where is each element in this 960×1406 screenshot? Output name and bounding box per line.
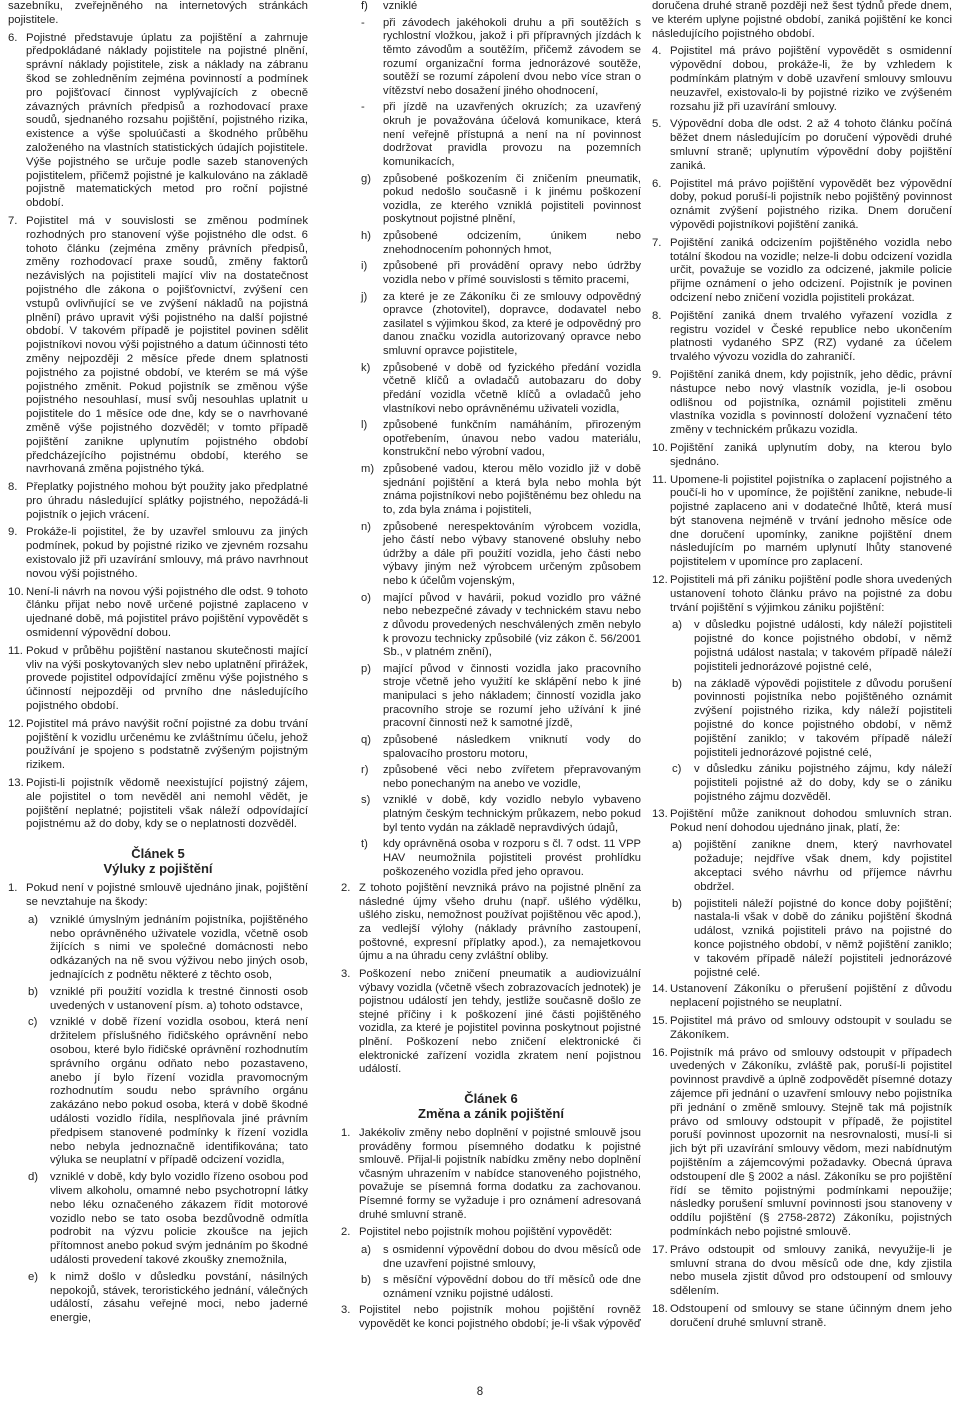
item-marker: n) (361, 520, 371, 533)
item-marker: 13. (652, 807, 668, 820)
item-text: pojištění zanikne dnem, který navrhovatel požaduje; nejdříve však dnem, kdy pojistitel akceptaci svého návrhu od příjemce návrhu obdržel. (694, 839, 952, 893)
item-marker: 3. (341, 967, 351, 980)
item-marker: 12. (8, 717, 24, 730)
item-text: vzniklé (383, 0, 418, 12)
numbered-clause (8, 718, 308, 773)
item-text: Pojistitel má v souvislosti se změnou podmínek rozhodných pro stanovení výše pojistného dle odst. 6 tohoto článku (zejména změny právních předpisů, změny rozhodovací praxe soudů, změny faktorů nezávislých na pojistiteli mající vliv na dostatečnost pojistného dle zákona o pojišťovnictví, zvýšení cen vstupů ovlivňující se ve zvýšení nákladů na pojistná plnění) právo upravit výši pojistného na další pojistné období. V takovém případě je pojistitel povinen sdělit pojistníkovi novou výši pojistného a datum účinnosti této změny nejpozději 2 měsíce přede dnem splatnosti pojistného za pojistné období, ve kterém se má výše pojistného změnit. Pokud pojistník se změnou výše pojistného nesouhlasí, musí svůj nesouhlas uplatnit u pojistitele do 1 měsíce ode dne, kdy se o navrhované změně výše pojistného dozvěděl; v tomto případě pojištění zanikne uplynutím pojistného období předcházejícího pojistnému období, kterého se navrhovaná změna pojistného týká. (26, 214, 308, 476)
item-text: Právo odstoupit od smlouvy zaniká, nevyužije-li je smluvní strana do dvou měsíců ode dne, kdy zjistila nebo musela zjistit důvod pro odstoupení od smlouvy sdělením. (670, 1243, 952, 1298)
item-marker: 6. (652, 177, 662, 190)
item-text: Pojistitel má právo pojištění vypovědět s osmidenní výpovědní dobou, prokáže-li, že by vzhledem k podmínkám platným v době uzavření smlouvy smlouvu neuzavřel, existovalo-li by pojistné riziko ve zvýšeném rozsahu již při uzavírání smlouvy. (670, 45, 952, 113)
lettered-item (8, 914, 308, 983)
numbered-clause (8, 882, 308, 910)
item-marker: 4. (652, 45, 662, 58)
item-text: Výpovědní doba dle odst. 2 až 4 tohoto článku počíná běžet dnem následujícím po doručení výpovědi druhé smluvní straně; uplynutím výpovědní doby pojištění zaniká. (670, 118, 952, 172)
item-marker: 7. (8, 214, 18, 227)
item-text: Pojistitel nebo pojistník mohou pojištění rovněž vypovědět ke konci pojistného období; je-li však výpověď (359, 1304, 641, 1330)
item-marker: 3. (341, 1304, 351, 1317)
item-marker: 9. (652, 368, 662, 381)
lettered-item (341, 663, 641, 731)
item-text: způsobené v době od fyzického předání vozidla včetně klíčů a ovladačů autobazaru do doby předání vozidla včetně klíčů a ovladačů jeho vlastníkovi nebo oprávněnému uživateli vozidla, (383, 361, 641, 415)
item-text: vzniklé při použití vozidla k trestné činnosti osob uvedených v ustanovení písm. a) tohoto odstavce, (50, 985, 308, 1012)
lettered-item (341, 291, 641, 359)
numbered-clause (652, 1047, 952, 1240)
item-marker: - (361, 16, 365, 29)
item-marker: p) (361, 662, 371, 675)
item-marker: r) (361, 764, 369, 777)
item-marker: e) (28, 1270, 39, 1283)
item-text: způsobené při provádění opravy nebo údržby vozidla nebo v přímé souvislosti s těmito pracemi, (383, 260, 641, 286)
item-marker: 10. (8, 585, 24, 598)
item-marker: 1. (341, 1126, 351, 1139)
item-text: vzniklé v době, kdy bylo vozidlo řízeno osobou pod vlivem alkoholu, omamné nebo psychotropní látky nebo léku označeného zákazem řídit motorové vozidlo nebo se tato osoba bezdůvodně odmítla podrobit na výzvu policie zkoušce na jejich přítomnost anebo pokud svým jednáním po škodné události provedení takové zkoušky znemožnila, (50, 1171, 308, 1266)
item-text: Pojištění zaniká dnem, kdy pojistník, jeho dědic, právní nástupce nebo nový vlastník vozidla, je-li osobou odlišnou od pojistníka, oznámil pojistiteli změnu vlastníka vozidla s povinností doložení vyznačení této změny v technickém průkazu vozidla. (670, 368, 952, 437)
paragraph: sazebníku, zveřejněného na internetových stránkách pojistitele. (8, 0, 308, 26)
lettered-item (341, 764, 641, 791)
lettered-item (341, 0, 641, 14)
item-text: Prokáže-li pojistitel, že by uzavřel smlouvu za jiných podmínek, pokud by pojistné riziko ve zjevném rozsahu existovalo již při uzavírání smlouvy, má právo navrhnout novou výši pojistného. (26, 526, 308, 580)
item-marker: c) (28, 1016, 38, 1029)
item-marker: i) (361, 260, 368, 273)
item-marker: 12. (652, 574, 668, 587)
article-title: Výluky z pojištění (103, 861, 213, 877)
item-marker: j) (361, 290, 368, 303)
item-marker: 8. (652, 309, 662, 322)
item-marker: t) (361, 838, 368, 851)
item-marker: a) (361, 1243, 371, 1256)
column-middle (341, 0, 641, 1336)
numbered-clause (8, 645, 308, 714)
item-text: Pojistné představuje úplatu za pojištění a zahrnuje předpokládané náklady pojistitele na pojistné plnění, správní náklady pojistitele, zisk a náklady na zábranu škod se zohledněním zejména povinností a podmínek pro pojišťovací činnost vyplývajících z obecně závazných právních předpisů a rozhodovací praxe soudů, sjednaného rozsahu pojištění, pojistného rizika, existence a výše spoluúčasti a škodného průběhu založeného na vlastních statistických údajích pojistitele. Výše pojistného se určuje podle sazeb stanovených pojistitelem, přičemž pojistné je kalkulováno na základě pojistně matematických metod pro roční pojistné období. (26, 31, 308, 210)
item-text: Z tohoto pojištění nevzniká právo na pojistné plnění za následné újmy všeho druhu (např. ušlého výdělku, ušlého zisku, nemožnost používat pojištěnou věc apod.), za vedlejší výlohy (náklady právního zastoupení, poštovné, expresní příplatky apod.), za nemajetkovou újmu a na úhradu ceny zvláštní obliby. (359, 882, 641, 963)
item-text: Pojištění zaniká uplynutím doby, na kterou bylo sjednáno. (670, 441, 952, 468)
item-text: Ustanovení Zákoníku o přerušení pojištění z důvodu neplacení pojistného se neuplatní. (670, 983, 952, 1010)
item-text: Jakékoliv změny nebo doplnění v pojistné smlouvě jsou prováděny formou písemného dodatku k pojistné smlouvě. Přijal-li pojistník nabídku změny nebo doplnění včasným uhrazením v nabídce stanoveného pojistného, považuje se písemná forma dodatku za zachovanou. Písemné formy se vyžaduje i pro oznámení adresovaná druhé smluvní straně. (359, 1126, 641, 1221)
item-text: Upomene-li pojistitel pojistníka o zaplacení pojistného a poučí-li ho v upomínce, že pojištění zanikne, nebude-li pojistné zaplaceno ani v dodatečné lhůtě, která musí být stanovena nejméně v trvání jednoho měsíce ode dne doručení upomínky, zanikne pojištění dnem následujícím po marném uplynutí lhůty stanovené pojistitelem v upomínce pro zaplacení. (670, 473, 952, 569)
numbered-clause (652, 118, 952, 173)
item-marker: 7. (652, 236, 662, 249)
item-text: způsobené následkem vniknutí vody do spalovacího prostoru motoru, (383, 733, 641, 760)
numbered-clause (341, 882, 641, 964)
article-number: Článek 5 (131, 846, 185, 862)
lettered-item (8, 1271, 308, 1326)
numbered-clause (652, 1244, 952, 1299)
lettered-item (341, 592, 641, 660)
item-text: způsobené funkčním namáháním, přirozeným opotřebením, únavou nebo vadou materiálu, konstrukční nebo výrobní vadou, (383, 419, 641, 459)
lettered-item (341, 173, 641, 228)
item-text: Pojištění zaniká dnem trvalého vyřazení vozidla z registru vozidel v České republice nebo ukončením platnosti vydaného SPZ (RZ) vydané za účelem trvalého vývozu vozidla do zahraničí. (670, 309, 952, 364)
item-marker: m) (361, 463, 375, 475)
numbered-clause (652, 808, 952, 836)
item-text: Pojištění může zaniknout dohodou smluvních stran. Pokud není dohodou ujednáno jinak, platí, že: (670, 807, 952, 834)
article-title: Změna a zánik pojištění (418, 1105, 564, 1121)
item-text: vzniklé v době, kdy vozidlo nebylo vybaveno platným českým technickým průkazem, nebo pokud byl tento vydán na základě nepravdivých údajů, (383, 794, 641, 834)
item-marker: 6. (8, 31, 18, 44)
column-right (652, 0, 952, 1335)
item-text: Není-li návrh na novou výši pojistného dle odst. 9 tohoto článku přijat nebo nově určené pojistné zaplaceno v ujednané době, má pojistitel právo pojištění vypovědět s osmidenní výpovědní dobou. (26, 585, 308, 640)
item-text: kdy oprávněná osoba v rozporu s čl. 7 odst. 11 VPP HAV neumožnila pojistiteli provést prohlídku poškozeného vozidla před jeho opravou. (383, 838, 641, 878)
item-marker: - (361, 101, 365, 114)
item-text: Pojistitel má právo navýšit roční pojistné za dobu trvání pojištění k vozidlu určenému ke zvláštnímu účelu, jehož používání je spojeno s podstatně zvýšeným pojistným rizikem. (26, 717, 308, 772)
item-text: při jízdě na uzavřených okruzích; za uzavřený okruh je považována účelová komunikace, která není veřejně přístupná a není na ní povinnost dodržovat pravidla provozu na pozemních komunikacích, (383, 101, 641, 168)
lettered-item (652, 619, 952, 674)
item-marker: l) (361, 419, 368, 432)
item-text: Pojistitel má právo od smlouvy odstoupit v souladu se Zákoníkem. (670, 1014, 952, 1041)
numbered-clause (341, 1226, 641, 1240)
item-text: k nimž došlo v důsledku povstání, násilných nepokojů, stávek, teroristického jednání, válečných událostí, zásahu veřejné moci, nebo jaderné energie, (50, 1270, 308, 1325)
item-text: Pojistitel nebo pojistník mohou pojištění vypovědět: (359, 1226, 613, 1239)
item-text: mající původ v havárii, pokud vozidlo pro vážné nebo nebezpečné závady v technickém stavu nebo z důvodu provedených neschválených změn nebylo k provozu technicky způsobilé (viz zákon č. 56/2001 Sb., v platném znění), (383, 591, 641, 659)
lettered-item (341, 260, 641, 287)
item-text: Pojistník má právo od smlouvy odstoupit v případech uvedených v Zákoníku, zvláště pak, poruší-li pojistitel povinnost pravdivě a úplně zodpovědět písemné dotazy zájemce při jednání o uzavření smlouvy nebo pojistníka při jednání o změně smlouvy. Stejně tak má pojistník právo od smlouvy odstoupit v případě, že pojistitel poruší povinnost upozornit na nesrovnalosti, musí-li si jich být při uzavírání smlouvy vědom, mezi nabídnutým pojištěním a zájemcovými požadavky. Obecná úprava odstoupení dle § 2002 a násl. Zákoníku se pro pojištění řídí se těmito pojistnými podmínkami nepoužije; následky porušení smluvní povinnosti jsou stanoveny v oddílu pojištění (§ 2758-2872) Zákoníku, pojistných podmínkách nebo pojistné smlouvě. (670, 1046, 952, 1238)
item-marker: 14. (652, 983, 668, 996)
item-marker: k) (361, 361, 371, 374)
lettered-item (652, 898, 952, 981)
item-marker: d) (28, 1171, 39, 1184)
item-text: Pojistitel má právo pojištění vypovědět bez výpovědní doby, pokud poruší-li pojistník nebo pojištěný povinnost oznámit zvýšení pojistného rizika. Dnem doručení výpovědi pojistníkovi pojištění zaniká. (670, 177, 952, 231)
item-marker: f) (361, 0, 368, 12)
lettered-item (341, 794, 641, 835)
item-marker: 18. (652, 1302, 668, 1315)
item-text: s osmidenní výpovědní dobou do dvou měsíců ode dne uzavření pojistné smlouvy, (383, 1243, 641, 1270)
numbered-clause (341, 1304, 641, 1331)
lettered-item (8, 986, 308, 1014)
lettered-item (341, 362, 641, 417)
item-marker: 9. (8, 526, 18, 539)
item-marker: q) (361, 733, 371, 746)
item-marker: 1. (8, 882, 18, 895)
numbered-clause (8, 215, 308, 477)
numbered-clause (8, 526, 308, 581)
numbered-clause (652, 983, 952, 1011)
item-marker: o) (361, 591, 371, 604)
item-marker: 11. (8, 644, 23, 657)
item-marker: 2. (341, 882, 351, 895)
item-marker: s) (361, 794, 371, 807)
item-marker: a) (672, 839, 683, 852)
lettered-item (341, 1244, 641, 1271)
lettered-item (652, 763, 952, 804)
item-marker: 8. (8, 481, 18, 494)
item-text: mající původ v činnosti vozidla jako pracovního stroje včetně jeho využití ke sklápění nebo k jiné manipulaci s jeho nákladem; činností vozidla jako pracovního stroje se rozumí jeho užívání k jiné pracovní činnosti než k samotné jízdě, (383, 662, 641, 730)
article-heading (8, 846, 308, 876)
numbered-clause (652, 1015, 952, 1043)
item-text: Poškození nebo zničení pneumatik a audiovizuální výbavy vozidla (včetně všech zobrazovacích jednotek) je pojistnou událostí jen tehdy, jestliže současně došlo ze stejné příčiny i k poškození jiné části pojištěného vozidla, za které je pojistitel povinna poskytnout pojistné plnění. Poškození nebo zničení elektronické či elektronické zařízení vozidla zkratem není pojistnou událostí. (359, 967, 641, 1076)
item-marker: c) (672, 763, 682, 776)
item-marker: b) (361, 1274, 371, 1287)
item-text: Odstoupení od smlouvy se stane účinným dnem jeho doručení druhé smluvní straně. (670, 1302, 952, 1329)
item-text: s měsíční výpovědní dobou do tří měsíců ode dne oznámení vzniku pojistné události. (383, 1274, 641, 1300)
numbered-clause (8, 586, 308, 641)
page-number: 8 (476, 1386, 484, 1398)
dash-item (341, 101, 641, 169)
item-text: Pojisti-li pojistník vědomě neexistující pojistný zájem, ale pojistitel o tom nevěděl ani nemohl vědět, je pojištění neplatné; pojistiteli však náleží odpovídající pojistnému až do doby, kdy se o neplatnosti dozvěděl. (26, 777, 308, 831)
item-text: při závodech jakéhokoli druhu a při soutěžích s rychlostní vložkou, jakož i při přípravných jízdách k těmto závodům a soutěžím, přičemž závodem se rozumí organizační forma jednorázové soutěže, soutěží se rozumí zápolení dvou nebo více stran o vítězství nebo dosažení jiného ohodnocení, (383, 16, 641, 97)
item-marker: 10. (652, 441, 668, 454)
item-marker: 16. (652, 1046, 668, 1059)
item-marker: 15. (652, 1014, 668, 1027)
document-page (8, 0, 952, 1406)
numbered-clause (8, 32, 308, 211)
item-marker: g) (361, 172, 371, 185)
lettered-item (341, 521, 641, 589)
dash-item (341, 17, 641, 99)
numbered-clause (8, 481, 308, 522)
item-text: způsobené vadou, kterou mělo vozidlo již v době sjednání pojištění a která byla nebo mohla být známa pojistníkovi nebo pojištěnému bez ohledu na to, zda byla známa i pojistiteli, (383, 463, 641, 516)
item-marker: b) (672, 897, 683, 910)
item-marker: 5. (652, 118, 662, 131)
item-marker: b) (28, 985, 39, 998)
article-number: Článek 6 (464, 1090, 518, 1106)
item-text: Přeplatky pojistného mohou být použity jako předplatné pro úhradu následující splátky pojistného, nepožádá-li pojistník o jejich vrácení. (26, 481, 308, 521)
numbered-clause (652, 45, 952, 114)
item-text: vzniklé v době řízení vozidla osobou, která není držitelem příslušného řidičského oprávnění nebo osobou, které bylo řidičské oprávnění rozhodnutím správního orgánu odňato nebo pozastaveno, anebo jí bylo řízení vozidla pravomocným rozhodnutím soudu nebo správního orgánu zakázáno nebo pokud osoba, která v době škodné události vozidlo řídila, nesplňovala jiné právním předpisem stanovené podmínky k řízení vozidla nebo nebyla jednoznačně identifikována; tato výluka se neuplatní v případě odcizení vozidla, (50, 1016, 308, 1167)
numbered-clause (652, 1303, 952, 1331)
item-text: na základě výpovědi pojistitele z důvodu porušení povinnosti pojistníka nebo pojištěného oznámit zvýšení pojistného rizika, kdy náleží pojistiteli pojistné do konce pojistného období, v němž pojištění zaniklo; v takovém případě náleží pojistiteli jednorázové pojistné celé, (694, 677, 952, 759)
lettered-item (652, 839, 952, 894)
column-left (8, 0, 308, 1329)
lettered-item (341, 230, 641, 257)
item-text: za které je ze Zákoníku či ze smlouvy odpovědný opravce (zhotovitel), dopravce, dodavatel nebo zasilatel s výjimkou škod, za které je odpovědný pro danou značku vozidla autorizovaný opravce nebo smluvní opravce pojistitele, (383, 290, 641, 357)
item-text: v důsledku pojistné události, kdy náleží pojistiteli pojistné do konce pojistného období, v němž pojistná událost nastala; v takovém případě náleží pojistiteli jednorázové pojistné celé, (694, 619, 952, 673)
item-text: Pokud v průběhu pojištění nastanou skutečnosti mající vliv na výši poskytovaných slev nebo uplatnění přirážek, provede pojistitel odpovídající změnu výše pojistného s účinností nejpozději od prvního dne následujícího pojistného období. (26, 644, 308, 713)
lettered-item (652, 678, 952, 761)
lettered-item (8, 1016, 308, 1168)
lettered-item (341, 419, 641, 460)
numbered-clause (652, 474, 952, 571)
lettered-item (8, 1171, 308, 1268)
paragraph: doručena druhé straně později než šest týdnů přede dnem, ve kterém uplyne pojistné období, zaniká pojištění ke konci následujícího pojistného období. (652, 0, 952, 40)
numbered-clause (341, 968, 641, 1077)
item-text: způsobené věci nebo zvířetem přepravovaným nebo ponechaným na anebo ve vozidle, (383, 764, 641, 790)
item-marker: a) (28, 913, 39, 926)
item-text: v důsledku zániku pojistného zájmu, kdy náleží pojistiteli pojistné až do doby, kdy se o zániku pojistného zájmu dozvěděl. (694, 763, 952, 804)
item-text: Pojistiteli má při zániku pojištění podle shora uvedených ustanovení tohoto článku právo na pojistné za dobu trvání pojištění s výjimkou zániku pojištění: (670, 574, 952, 614)
item-text: pojistiteli náleží pojistné do konce doby pojištění; nastala-li však v době do zániku pojištění škodná událost, vzniká pojistiteli právo na pojistné do konce pojistného období, v němž pojištění zaniklo; v takovém případě náleží pojistiteli jednorázové pojistné celé. (694, 897, 952, 979)
lettered-item (341, 838, 641, 879)
item-marker: 17. (652, 1243, 668, 1256)
item-marker: 11. (652, 473, 667, 486)
numbered-clause (652, 178, 952, 233)
item-marker: 13. (8, 777, 24, 790)
item-text: způsobené nerespektováním výrobcem vozidla, jeho částí nebo výbavy stanovené obsluhy nebo údržby a dále při použití vozidla, jeho části nebo výbavy jiným než výrobcem určeným způsobem nebo k účelům vojenským, (383, 520, 641, 587)
numbered-clause (8, 777, 308, 832)
numbered-clause (652, 237, 952, 306)
item-text: způsobené poškozením či zničením pneumatik, pokud nedošlo současně i k jinému poškození vozidla, ze kterého vzniklá pojistiteli povinnost poskytnout pojistné plnění, (383, 172, 641, 226)
article-heading (341, 1091, 641, 1121)
lettered-item (341, 463, 641, 518)
numbered-clause (341, 1127, 641, 1222)
item-text: vzniklé úmyslným jednáním pojistníka, pojištěného nebo oprávněného uživatele vozidla, včetně osob žijících s nimi ve společné domácnosti nebo odkázaných na ně svou výživou nebo jiných osob, jednajících z podnětu některé z těchto osob, (50, 913, 308, 981)
item-text: způsobené odcizením, únikem nebo znehodnocením pohonných hmot, (383, 230, 641, 256)
item-marker: b) (672, 677, 683, 690)
numbered-clause (652, 574, 952, 615)
item-marker: a) (672, 619, 683, 632)
item-marker: h) (361, 230, 371, 242)
item-text: Pojištění zaniká odcizením pojištěného vozidla nebo totální škodou na vozidle; nelze-li dobu odcizení vozidla určit, považuje se vozidlo za odcizené, jakmile policie přijme oznámení o jeho odcizení. Pojistník je povinen odcizení nebo zničení vozidla pojistiteli prokázat. (670, 236, 952, 304)
item-marker: 2. (341, 1226, 351, 1239)
item-text: Pokud není v pojistné smlouvě ujednáno jinak, pojištění se nevztahuje na škody: (26, 882, 308, 909)
numbered-clause (652, 442, 952, 470)
lettered-item (341, 734, 641, 761)
numbered-clause (652, 369, 952, 438)
lettered-item (341, 1274, 641, 1301)
numbered-clause (652, 310, 952, 365)
